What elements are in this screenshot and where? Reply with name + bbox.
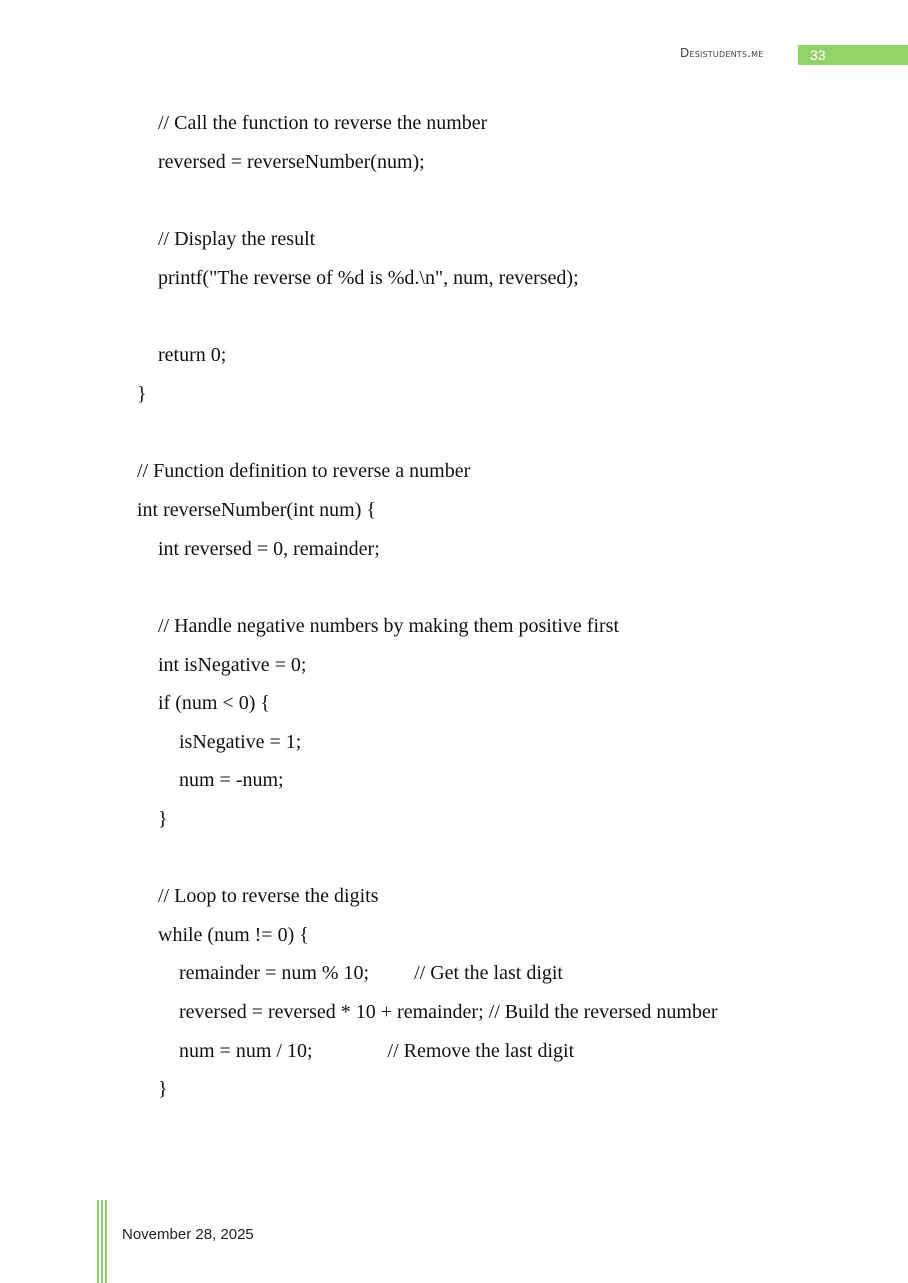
code-line: reversed = reverseNumber(num); bbox=[158, 151, 425, 173]
footer-bar bbox=[105, 1200, 107, 1283]
code-line: return 0; bbox=[158, 344, 227, 366]
header-site-name: Desistudents.me bbox=[680, 46, 764, 60]
page-number-badge: 33 bbox=[798, 45, 908, 65]
code-line: // Display the result bbox=[158, 228, 316, 250]
code-line: } bbox=[137, 383, 147, 405]
code-line: // Loop to reverse the digits bbox=[158, 885, 379, 907]
code-line: remainder = num % 10; // Get the last digit bbox=[179, 962, 563, 984]
code-line: while (num != 0) { bbox=[158, 924, 309, 946]
footer-date: November 28, 2025 bbox=[122, 1226, 254, 1243]
code-line: if (num < 0) { bbox=[158, 692, 270, 714]
code-line: isNegative = 1; bbox=[179, 731, 302, 753]
code-line: int reverseNumber(int num) { bbox=[137, 499, 376, 521]
code-line: // Call the function to reverse the number bbox=[158, 112, 488, 134]
code-line: // Handle negative numbers by making them positive first bbox=[158, 615, 620, 637]
code-line: // Function definition to reverse a number bbox=[137, 460, 471, 482]
code-line: printf("The reverse of %d is %d.\n", num, reversed); bbox=[158, 267, 579, 289]
code-line: num = num / 10; // Remove the last digit bbox=[179, 1040, 575, 1062]
code-line: num = -num; bbox=[179, 769, 284, 791]
footer-decoration-bars bbox=[97, 1200, 109, 1283]
code-line: } bbox=[158, 808, 168, 830]
footer-bar bbox=[97, 1200, 99, 1283]
footer-bar bbox=[101, 1200, 103, 1283]
code-line: reversed = reversed * 10 + remainder; // Build the reversed number bbox=[179, 1001, 718, 1023]
code-line: int isNegative = 0; bbox=[158, 654, 307, 676]
code-line: } bbox=[158, 1078, 168, 1100]
code-line: int reversed = 0, remainder; bbox=[158, 538, 380, 560]
